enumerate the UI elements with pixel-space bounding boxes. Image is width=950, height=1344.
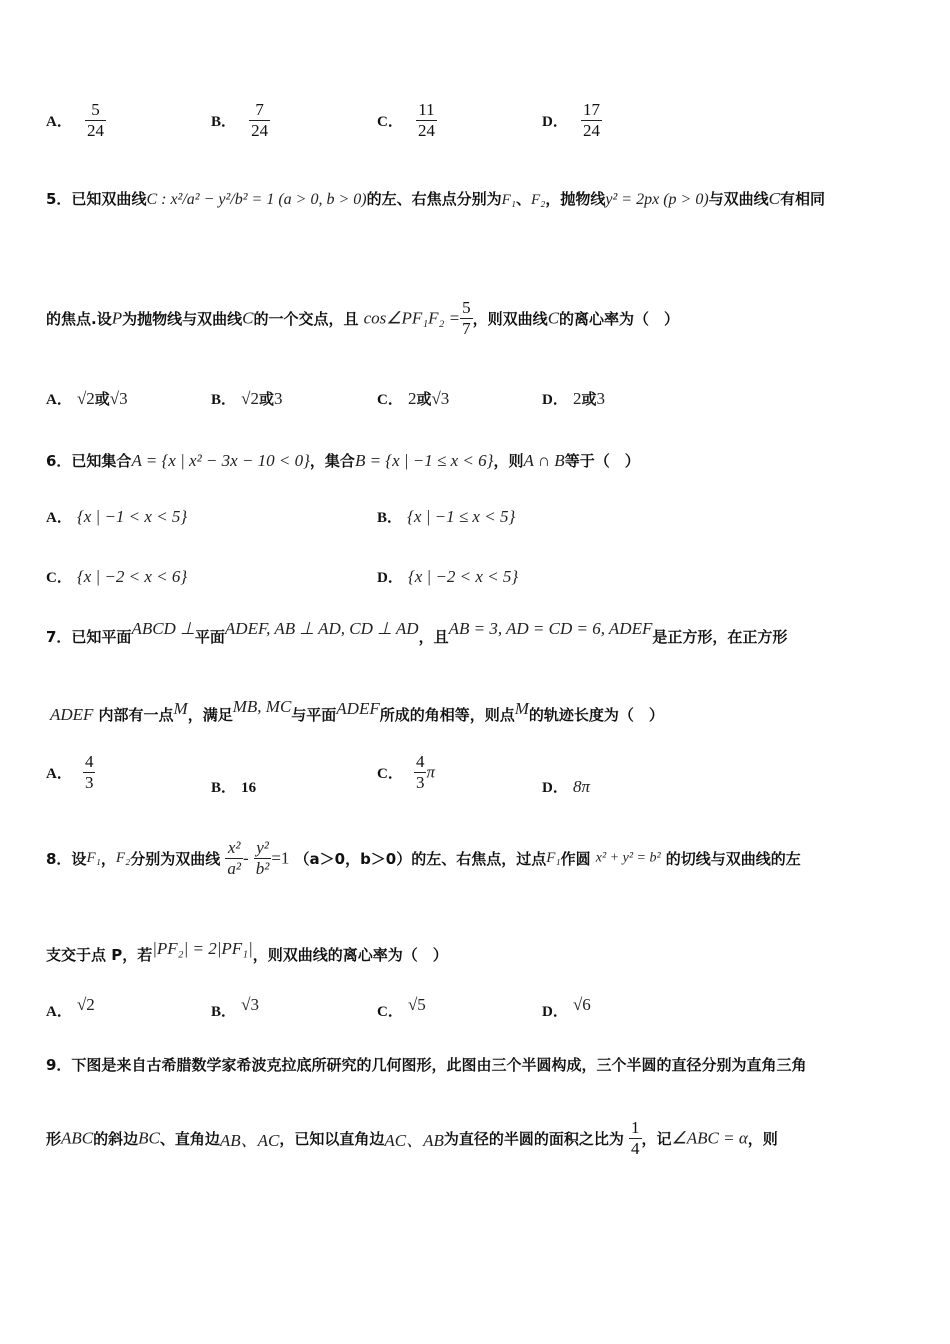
hyperbola-equation: C : x²/a² − y²/b² = 1 (a > 0, b > 0) [146,191,367,208]
radical: √2 [76,389,95,408]
q5-option-b[interactable]: B． √2或3 [211,389,283,408]
q6-option-c[interactable]: C． {x | −2 < x < 6} [46,567,188,586]
q4-option-b[interactable] [211,100,270,141]
q6-option-d[interactable]: D． {x | −2 < x < 5} [377,567,519,586]
q8-option-d[interactable]: D． √6 [542,995,591,1020]
q6-option-b[interactable]: B． {x | −1 ≤ x < 5} [377,507,516,526]
radical: √2 [76,995,95,1014]
q9-line-2: 形ABC的斜边BC、直角边AB、AC，已知以直角边AC、AB为直径的半圆的面积之比为 $\frac{1}{4}$ ，记∠ABC = α，则 [46,1118,778,1158]
fraction: $\frac{1}{4}$ [631,1118,640,1158]
q5-line-2: 的焦点.设P为抛物线与双曲线C的一个交点，且 cos∠PF₁F₂ = $\frac{5}{7}$ ，则双曲线C的离心率为（ ） [46,298,680,338]
radical: √6 [572,995,591,1014]
q8-option-b[interactable]: B． √3 [211,995,259,1020]
fraction: $\frac{5}{7}$ [462,298,471,338]
fraction: $\frac{5}{24}$ [86,100,104,140]
fraction: $\frac{\text{y²}}{\text{b²}}$ [255,838,270,878]
q8-option-c[interactable]: C． √5 [377,995,426,1020]
cos-expression: cos∠PF₁F₂ = [363,308,461,328]
q4-option-a[interactable] [46,100,106,141]
fraction: $\frac{17}{24}$ [582,100,600,140]
q8-option-a[interactable]: A． √2 [46,995,95,1020]
fraction: $\frac{11}{24}$ [417,100,435,140]
q7-line-1: 7．已知平面ABCD ⊥平面ADEF, AB ⊥ AD, CD ⊥ AD，且AB = 3, AD = CD = 6, ADEF是正方形，在正方形 [46,619,788,646]
q5-option-d[interactable]: D． 2或3 [542,389,605,408]
q7-option-d[interactable]: D． 8π [542,777,590,796]
q5-option-c[interactable]: C． 2或√3 [377,389,450,408]
option-label: A． [46,114,72,130]
q5-line-1: 5．已知双曲线C : x²/a² − y²/b² = 1 (a > 0, b > 0)的左、右焦点分别为F₁、F₂，抛物线y² = 2px (p > 0)与双曲线C有相同 [46,189,826,208]
fraction: $\frac{4}{3}$ [84,752,94,792]
set-b: B = {x | −1 ≤ x < 6} [354,451,494,470]
option-label: B． [211,114,237,130]
q4-option-d[interactable] [542,100,602,141]
q6-stem: 6．已知集合A = {x | x² − 3x − 10 < 0}，集合B = {x | −1 ≤ x < 6}，则A ∩ B等于（ ） [46,451,640,470]
circle-equation: x² + y² = b² [595,850,661,866]
set-a: A = {x | x² − 3x − 10 < 0} [131,451,310,470]
q8-line-2: 支交于点 P，若|PF₂| = 2|PF₁|，则双曲线的离心率为（ ） [46,939,448,964]
option-label: C． [377,114,403,130]
q7-line-2: ADEF 内部有一点M，满足MB, MC与平面ADEF所成的角相等，则点M的轨迹长度为（ ） [50,697,664,724]
parabola-equation: y² = 2px (p > 0) [605,191,709,208]
q5-option-a[interactable]: A． √2或√3 [46,389,128,408]
q7-option-c[interactable]: C． $\frac{4}{3}$ π [377,752,435,792]
radical: √3 [431,389,450,408]
option-label: D． [542,114,568,130]
condition: |PF₂| = 2|PF₁| [152,939,253,958]
fraction: $\frac{\text{x²}}{\text{a²}}$ [227,838,241,878]
q7-option-a[interactable]: A． $\frac{4}{3}$ [46,752,94,792]
q9-line-1: 9．下图是来自古希腊数学家希波克拉底所研究的几何图形，此图由三个半圆构成，三个半圆的直径分别为直角三角 [46,1056,807,1074]
radical: √2 [241,389,259,408]
q8-line-1: 8．设F₁，F₂分别为双曲线 $\frac{\text{x²}}{\text{a²}}$ - $\frac{\text{y²}}{\text{b²}}$ =1 （a＞0，b＞0）的左、右焦点，过点F₁作圆 x² + y² = b² 的切线与双曲线的左 [46,838,801,878]
radical: √3 [241,995,259,1014]
radical: √5 [407,995,426,1014]
q4-option-c[interactable] [377,100,437,141]
q7-option-b[interactable]: B． 16 [211,780,257,796]
q6-option-a[interactable]: A． {x | −1 < x < 5} [46,507,188,526]
fraction: $\frac{7}{24}$ [251,100,269,140]
fraction: $\frac{4}{3}$ [415,752,425,792]
radical: √3 [109,389,128,408]
